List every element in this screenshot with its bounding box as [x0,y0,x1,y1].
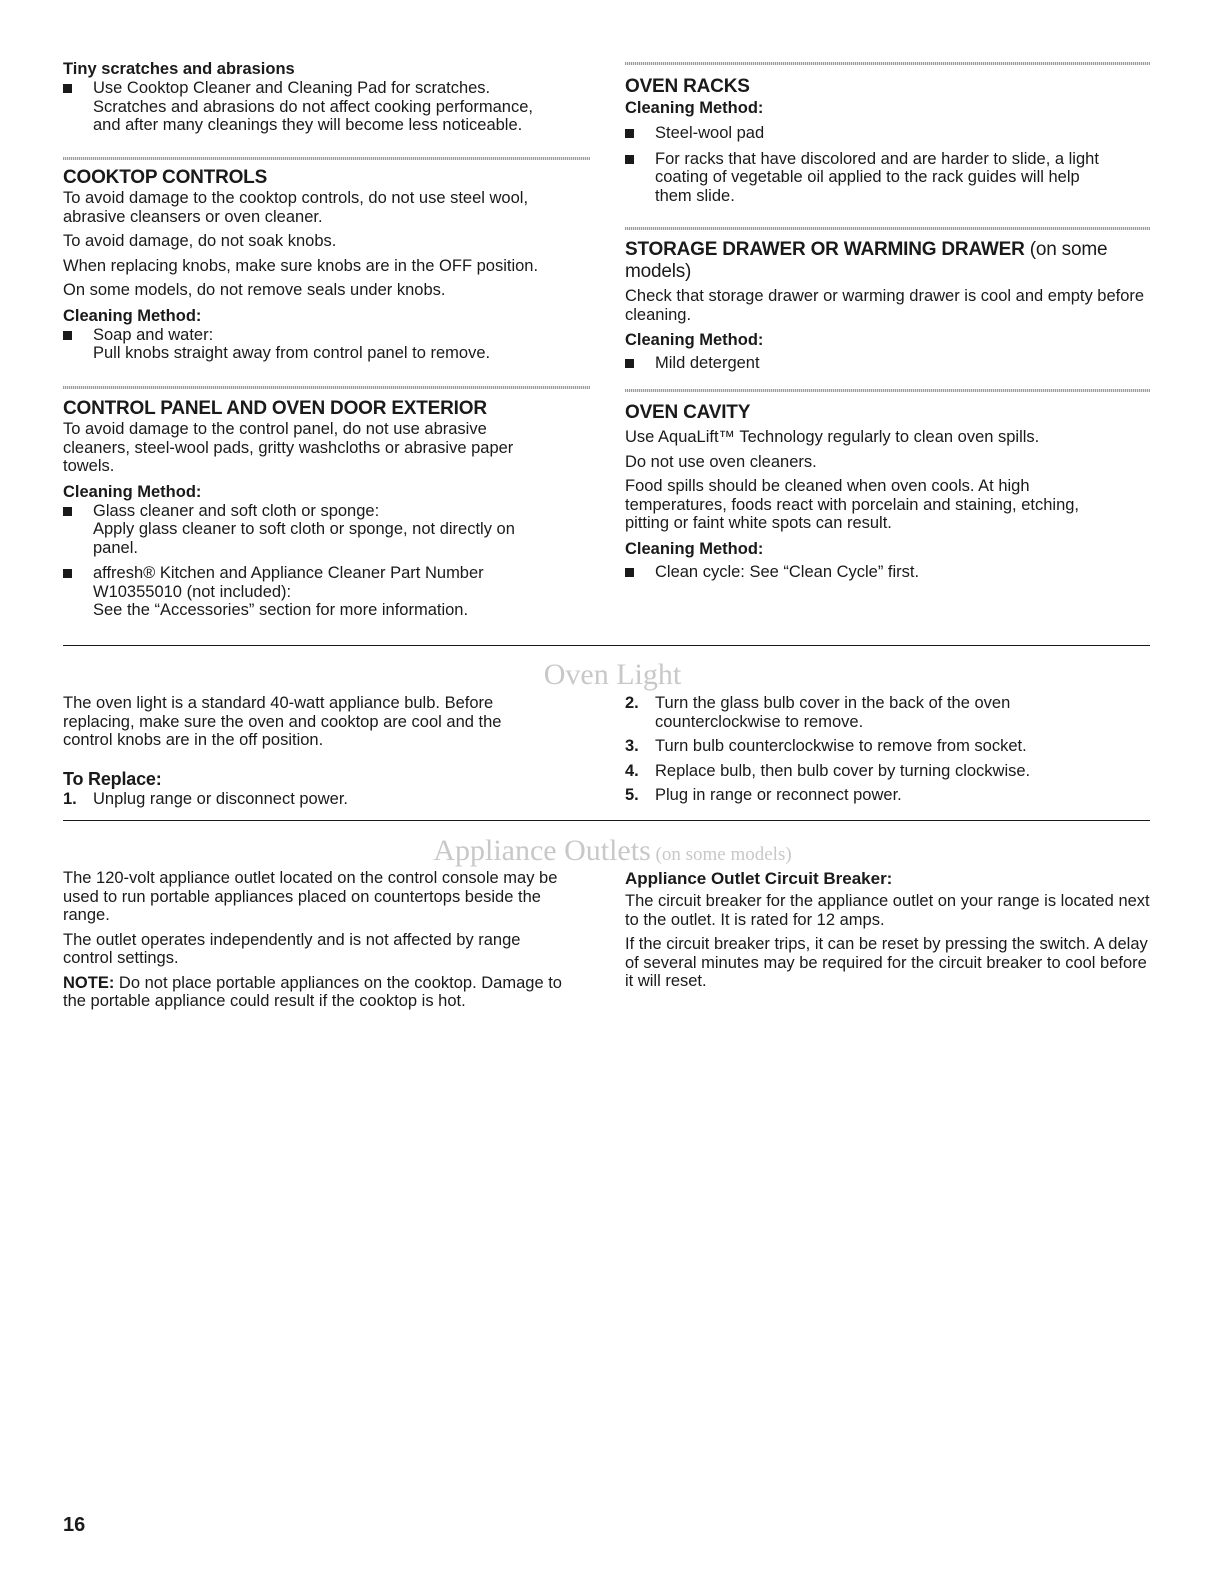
section-rule [63,820,1150,821]
step-item: 1. Unplug range or disconnect power. [63,789,348,808]
step-item: 4. Replace bulb, then bulb cover by turning clockwise. [625,761,1031,780]
oven-cavity-section [625,402,1155,588]
oven-racks-title: OVEN RACKS [625,76,750,97]
section-rule [63,645,1150,646]
method-bullet: affresh® Kitchen and Appliance Cleaner Part Number W10355010 (not included): See the “Accessories” section for more information. [63,564,593,620]
appliance-outlets-right [625,869,1155,997]
cleaning-method-label: Cleaning Method: [625,331,764,349]
method-bullet: Steel-wool pad [625,124,1155,143]
method-bullet: Mild detergent [625,354,1155,373]
paragraph: The circuit breaker for the appliance outlet on your range is located next to the outlet. It is rated for 12 amps. [625,892,1150,929]
paragraph: Food spills should be cleaned when oven cools. At high temperatures, foods react with porcelain and staining, etching, pitting or faint white spots can result. [625,477,1080,532]
oven-light-title: Oven Light [543,658,682,691]
method-bullet: Soap and water: Pull knobs straight away from control panel to remove. [63,326,593,363]
scratches-section [63,59,593,142]
oven-racks-section [625,76,1155,212]
paragraph: To avoid damage to the cooktop controls, do not use steel wool, abrasive cleansers or oven cleaner. [63,189,529,226]
oven-light-left [63,694,593,814]
paragraph: The oven light is a standard 40-watt appliance bulb. Before replacing, make sure the oven and cooktop are cool and the control knobs are in the off position. [63,694,502,749]
paragraph: The outlet operates independently and is not affected by range control settings. [63,930,521,967]
square-bullet-icon [63,331,72,340]
paragraph: Check that storage drawer or warming drawer is cool and empty before cleaning. [625,287,1145,324]
page-number: 16 [63,1514,86,1536]
method-bullet: For racks that have discolored and are harder to slide, a light coating of vegetable oil applied to the rack guides will help them slide. [625,150,1155,206]
square-bullet-icon [63,569,72,578]
section-divider [63,386,590,389]
square-bullet-icon [63,84,72,93]
section-divider [625,62,1150,65]
cleaning-method-label: Cleaning Method: [625,539,764,558]
section-divider [625,227,1150,230]
square-bullet-icon [625,129,634,138]
step-item: 3. Turn bulb counterclockwise to remove from socket. [625,737,1027,755]
section-divider [63,157,590,160]
paragraph: Use AquaLift™ Technology regularly to clean oven spills. [625,428,1040,446]
control-panel-section [63,398,593,627]
oven-light-right [625,694,1155,811]
paragraph: On some models, do not remove seals under knobs. [63,281,446,299]
control-panel-title: CONTROL PANEL AND OVEN DOOR EXTERIOR [63,398,487,419]
method-bullet: Glass cleaner and soft cloth or sponge: Apply glass cleaner to soft cloth or sponge, not directly on panel. [63,502,593,558]
cooktop-controls-section [63,167,593,370]
paragraph: To avoid damage, do not soak knobs. [63,232,337,250]
cleaning-method-label: Cleaning Method: [63,482,202,501]
paragraph: The 120-volt appliance outlet located on the control console may be used to run portable appliances placed on countertops beside the range. [63,869,558,924]
appliance-outlets-left [63,869,593,1017]
paragraph: Do not use oven cleaners. [625,452,817,471]
paragraph: To avoid damage to the control panel, do not use abrasive cleaners, steel-wool pads, gritty washcloths or abrasive paper towels. [63,420,514,475]
breaker-heading: Appliance Outlet Circuit Breaker: [625,869,893,888]
scratches-heading: Tiny scratches and abrasions [63,60,295,78]
square-bullet-icon [625,568,634,577]
section-divider [625,389,1150,392]
square-bullet-icon [625,359,634,368]
appliance-outlets-title: Appliance Outlets (on some models) [433,834,792,867]
cleaning-method-label: Cleaning Method: [63,306,202,325]
to-replace-heading: To Replace: [63,768,162,789]
step-item: 5. Plug in range or reconnect power. [625,786,902,804]
paragraph: When replacing knobs, make sure knobs are in the OFF position. [63,256,539,275]
note-paragraph: NOTE: Do not place portable appliances on the cooktop. Damage to the portable appliance could result if the cooktop is hot. [63,973,562,1010]
square-bullet-icon [63,507,72,516]
storage-drawer-title: STORAGE DRAWER OR WARMING DRAWER (on some models) [625,239,1108,282]
paragraph: If the circuit breaker trips, it can be reset by pressing the switch. A delay of several minutes may be required for the circuit breaker to cool before it will reset. [625,935,1148,990]
storage-drawer-section [625,239,1155,380]
cleaning-method-label: Cleaning Method: [625,99,764,117]
cooktop-controls-title: COOKTOP CONTROLS [63,167,268,188]
square-bullet-icon [625,155,634,164]
scratches-bullet: Use Cooktop Cleaner and Cleaning Pad for scratches. Scratches and abrasions do not affect cooking performance, and after many cleanings they will become less noticeable. [63,79,593,135]
method-bullet: Clean cycle: See “Clean Cycle” first. [625,563,1155,582]
oven-cavity-title: OVEN CAVITY [625,402,751,423]
step-item: 2. Turn the glass bulb cover in the back of the oven counterclockwise to remove. [625,694,1011,731]
